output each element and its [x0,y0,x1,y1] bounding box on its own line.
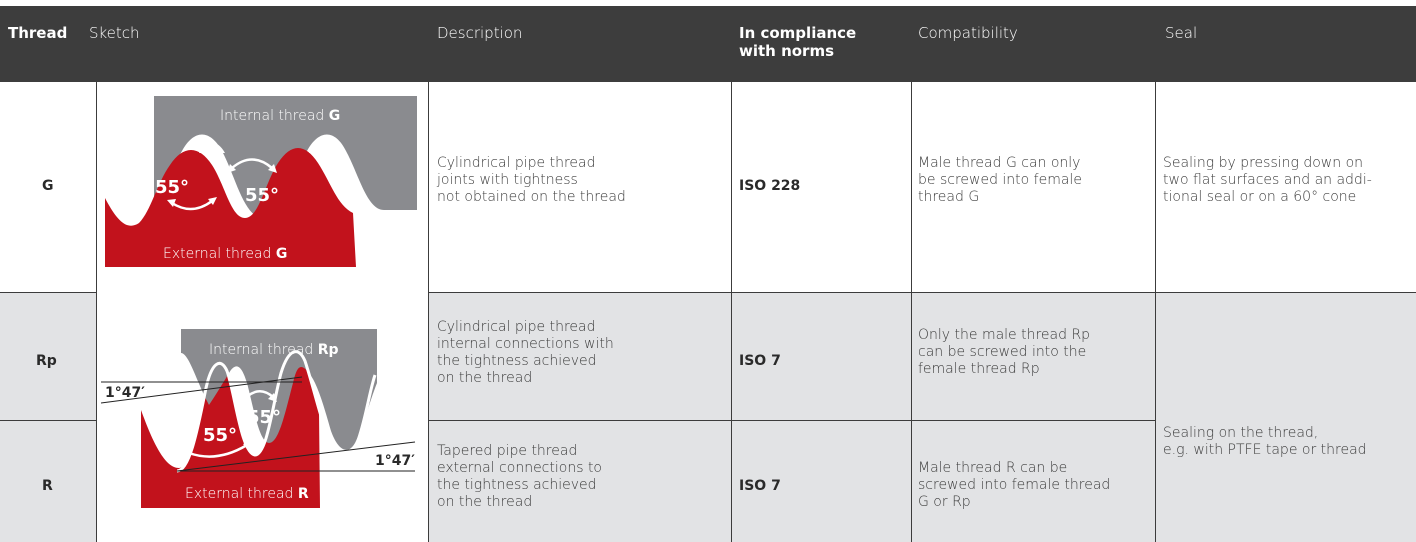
seal-line: tional seal or on a 60° cone [1163,189,1357,205]
seal-g [1163,155,1372,206]
compatibility-line: be screwed into female [918,172,1082,188]
seal-line: Sealing on the thread, [1163,425,1319,441]
grid-line [1155,82,1156,542]
compatibility-line: G or Rp [918,494,971,510]
external-thread-label-g: External thread G [163,246,288,262]
description-rp [437,319,614,387]
angle-label-right-rp: 55° [247,407,282,428]
grid-line [428,82,429,542]
internal-thread-label-g: Internal thread G [220,108,341,124]
header-seal: Seal [1165,24,1198,42]
compatibility-line: Only the male thread Rp [918,327,1091,343]
grid-line [428,420,1155,421]
angle-label-right-g: 55° [245,185,280,206]
taper-label-left: 1°47′ [105,385,145,401]
thread-code-r: R [42,478,53,494]
sketch-rp-r-diagram [97,293,428,542]
compatibility-r [918,460,1110,511]
thread-code-rp: Rp [36,353,57,369]
seal-line: Sealing by pressing down on [1163,155,1364,171]
header-sketch: Sketch [89,24,140,42]
description-line: joints with tightness [437,172,578,188]
grid-line [0,420,96,421]
angle-label-left-rp: 55° [203,425,238,446]
description-line: the tightness achieved [437,477,597,493]
compatibility-g [918,155,1082,206]
description-line: Cylindrical pipe thread [437,155,596,171]
header-norms [739,24,856,60]
header-thread: Thread [8,24,68,42]
header-compatibility: Compatibility [918,24,1018,42]
compatibility-line: Male thread G can only [918,155,1081,171]
compatibility-line: can be screwed into the [918,344,1087,360]
compatibility-line: thread G [918,189,980,205]
norm-r: ISO 7 [739,478,781,494]
crest-highlight [309,143,335,154]
description-line: external connections to [437,460,602,476]
description-line: not obtained on the thread [437,189,626,205]
norm-g: ISO 228 [739,178,801,194]
description-r [437,443,602,511]
header-description: Description [437,24,523,42]
seal-line: two flat surfaces and an addi- [1163,172,1372,188]
compatibility-line: screwed into female thread [918,477,1111,493]
description-line: internal connections with [437,336,614,352]
compatibility-rp [918,327,1090,378]
description-line: Tapered pipe thread [437,443,578,459]
grid-line [731,82,732,542]
grid-line [911,82,912,542]
description-line: Cylindrical pipe thread [437,319,596,335]
description-line: the tightness achieved [437,353,597,369]
seal-line: e.g. with PTFE tape or thread [1163,442,1367,458]
description-g [437,155,626,206]
external-thread-label-r: External thread R [185,486,309,502]
sketch-g-diagram [97,83,428,292]
internal-thread-label-rp: Internal thread Rp [209,342,339,358]
compatibility-line: female thread Rp [918,361,1040,377]
compatibility-line: Male thread R can be [918,460,1068,476]
description-line: on the thread [437,370,533,386]
grid-line [428,292,1416,293]
norm-rp: ISO 7 [739,353,781,369]
description-line: on the thread [437,494,533,510]
angle-label-left-g: 55° [155,177,190,198]
taper-label-right: 1°47′ [375,453,415,469]
header-norms-line2: with norms [739,42,835,60]
seal-rp-r [1163,425,1367,459]
grid-line [0,292,96,293]
header-norms-line1: In compliance [739,24,857,42]
table-header [0,6,1416,82]
thread-code-g: G [42,178,54,194]
